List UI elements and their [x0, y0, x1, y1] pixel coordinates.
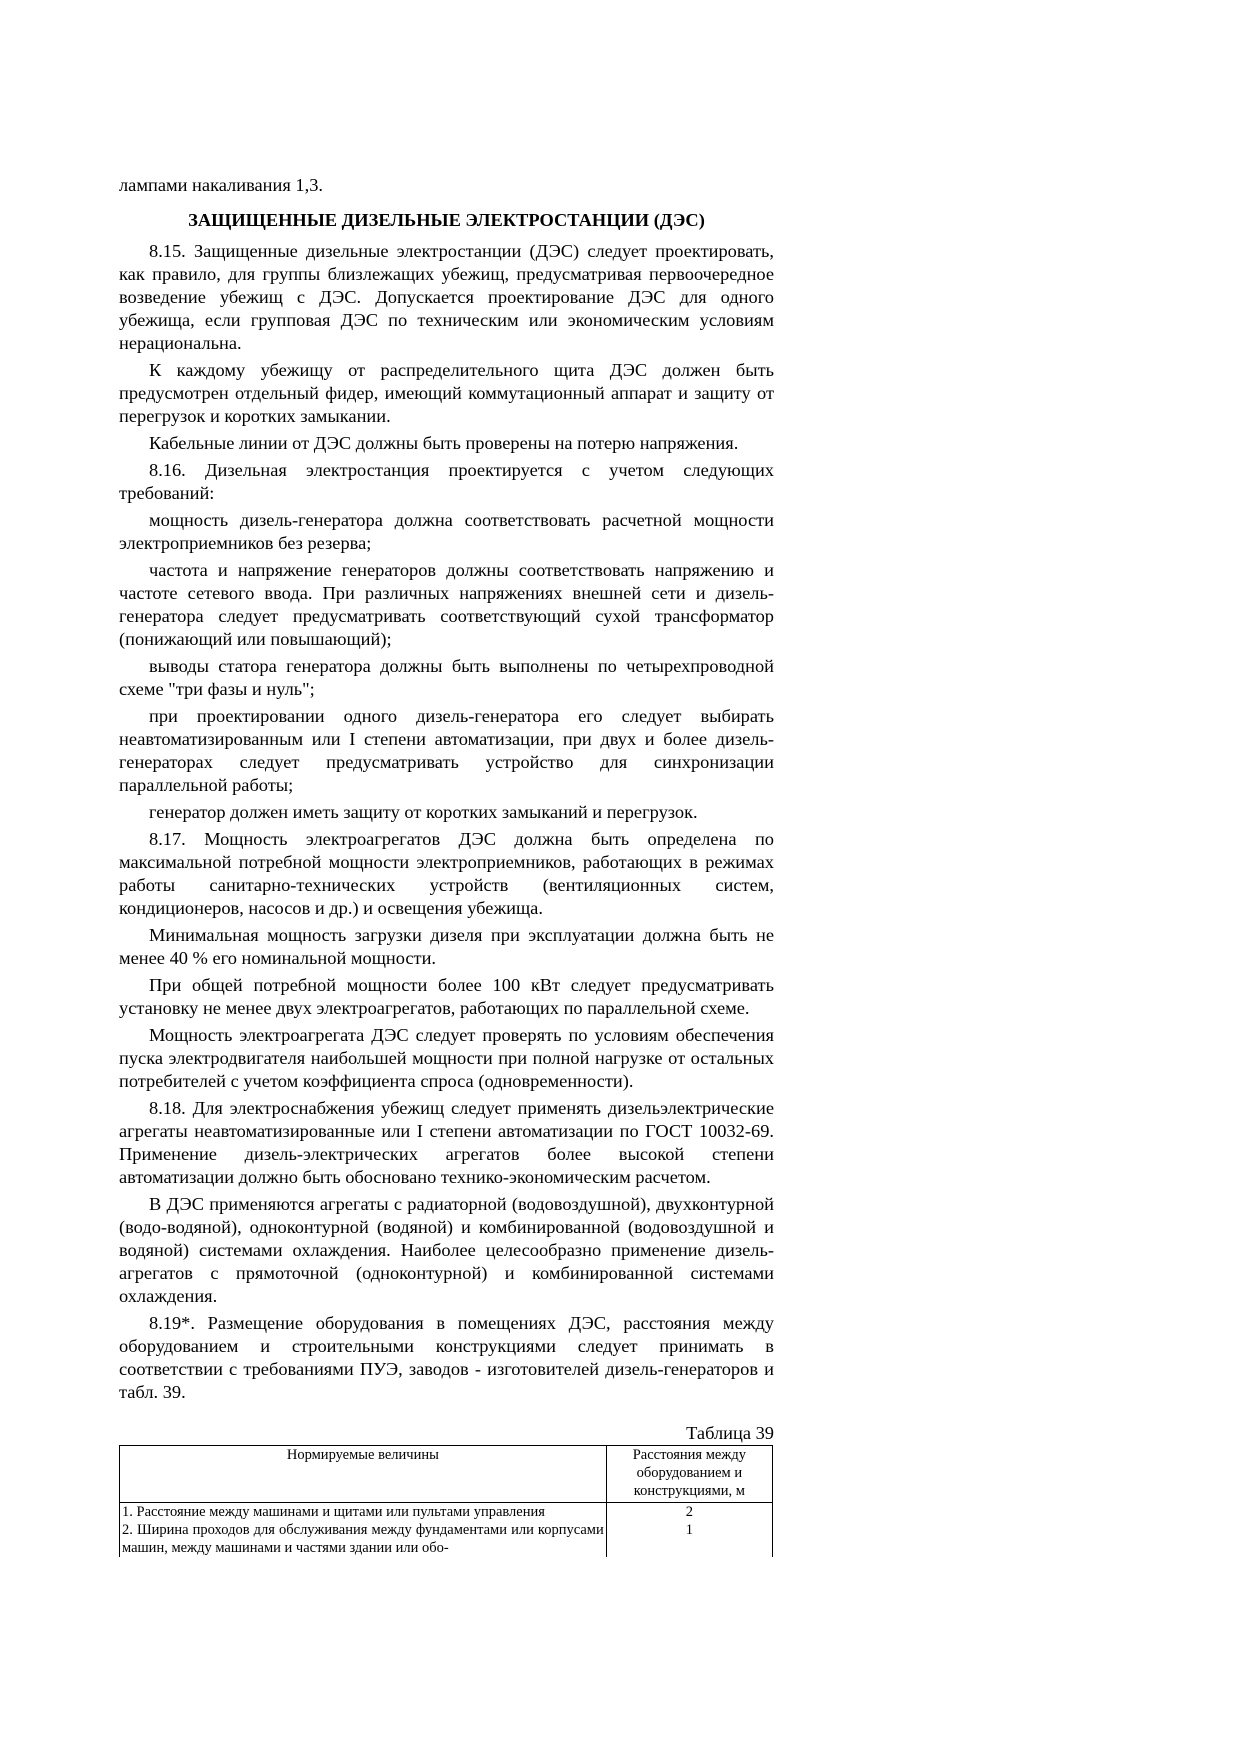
- table-row: [120, 1503, 773, 1522]
- continuation-line: лампами накаливания 1,3.: [119, 175, 323, 195]
- table-header-cell: Расстояния между оборудованием и конструкциями, м: [606, 1446, 772, 1503]
- paragraph: К каждому убежищу от распределительного щита ДЭС должен быть предусмотрен отдельный фидер, имеющий коммутационный аппарат и защиту от перегрузок и коротких замыкании.: [119, 360, 774, 426]
- paragraph: генератор должен иметь защиту от коротких замыканий и перегрузок.: [149, 802, 698, 822]
- section-heading: ЗАЩИЩЕННЫЕ ДИЗЕЛЬНЫЕ ЭЛЕКТРОСТАНЦИИ (ДЭС): [188, 210, 705, 230]
- paragraph: выводы статора генератора должны быть выполнены по четырехпроводной схеме "три фазы и нуль";: [119, 656, 774, 699]
- paragraph: 8.16. Дизельная электростанция проектируется с учетом следующих требований:: [119, 460, 774, 503]
- paragraph: 8.17. Мощность электроагрегатов ДЭС должна быть определена по максимальной потребной мощности электроприемников, работающих в режимах работы санитарно-технических устройств (вентиляционных систем, кондиционеров, насосов и др.) и освещения убежища.: [119, 829, 774, 918]
- paragraph: Минимальная мощность загрузки дизеля при эксплуатации должна быть не менее 40 % его номинальной мощности.: [119, 925, 774, 968]
- table-cell-value: 1: [606, 1521, 772, 1557]
- paragraph: При общей потребной мощности более 100 кВт следует предусматривать установку не менее двух электроагрегатов, работающих по параллельной схеме.: [119, 975, 774, 1018]
- table-cell-name: 2. Ширина проходов для обслуживания между фундаментами или корпусами машин, между машинами и частями здании или обо-: [120, 1521, 607, 1557]
- table-header-cell: Нормируемые величины: [120, 1446, 607, 1503]
- norms-table: [119, 1445, 773, 1557]
- paragraph: частота и напряжение генераторов должны соответствовать напряжению и частоте сетевого ввода. При различных напряжениях внешней сети и дизель-генератора следует предусматривать соответствующий сухой трансформатор (понижающий или повышающий);: [119, 560, 774, 649]
- paragraph: мощность дизель-генератора должна соответствовать расчетной мощности электроприемников без резерва;: [119, 510, 774, 553]
- table-cell-name: 1. Расстояние между машинами и щитами или пультами управления: [120, 1503, 607, 1522]
- paragraph: Кабельные линии от ДЭС должны быть проверены на потерю напряжения.: [149, 433, 739, 453]
- paragraph: при проектировании одного дизель-генератора его следует выбирать неавтоматизированным или I степени автоматизации, при двух и более дизель-генераторах следует предусматривать устройство для синхронизации параллельной работы;: [119, 706, 774, 795]
- table-cell-value: 2: [606, 1503, 772, 1522]
- paragraph: 8.15. Защищенные дизельные электростанции (ДЭС) следует проектировать, как правило, для группы близлежащих убежищ, предусматривая первоочередное возведение убежищ с ДЭС. Допускается проектирование ДЭС для одного убежища, если групповая ДЭС по техническим или экономическим условиям нерациональна.: [119, 241, 774, 353]
- paragraph: 8.19*. Размещение оборудования в помещениях ДЭС, расстояния между оборудованием и строительными конструкциями следует принимать в соответствии с требованиями ПУЭ, заводов - изготовителей дизель-генераторов и табл. 39.: [119, 1313, 774, 1402]
- paragraph: В ДЭС применяются агрегаты с радиаторной (водовоздушной), двухконтурной (водо-водяной), одноконтурной (водяной) и комбинированной (водовоздушной и водяной) системами охлаждения. Наиболее целесообразно применение дизель-агрегатов с прямоточной (одноконтурной) и комбинированной системами охлаждения.: [119, 1194, 774, 1306]
- document-page: [119, 174, 774, 1557]
- paragraph: 8.18. Для электроснабжения убежищ следует применять дизельэлектрические агрегаты неавтоматизированные или I степени автоматизации по ГОСТ 10032-69. Применение дизель-электрических агрегатов более высокой степени автоматизации должно быть обосновано технико-экономическим расчетом.: [119, 1098, 774, 1187]
- table-caption: Таблица 39: [686, 1423, 774, 1443]
- paragraph: Мощность электроагрегата ДЭС следует проверять по условиям обеспечения пуска электродвигателя наибольшей мощности при полной нагрузке от остальных потребителей с учетом коэффициента спроса (одновременности).: [119, 1025, 774, 1091]
- table-header-row: [120, 1446, 773, 1503]
- table-row: [120, 1521, 773, 1557]
